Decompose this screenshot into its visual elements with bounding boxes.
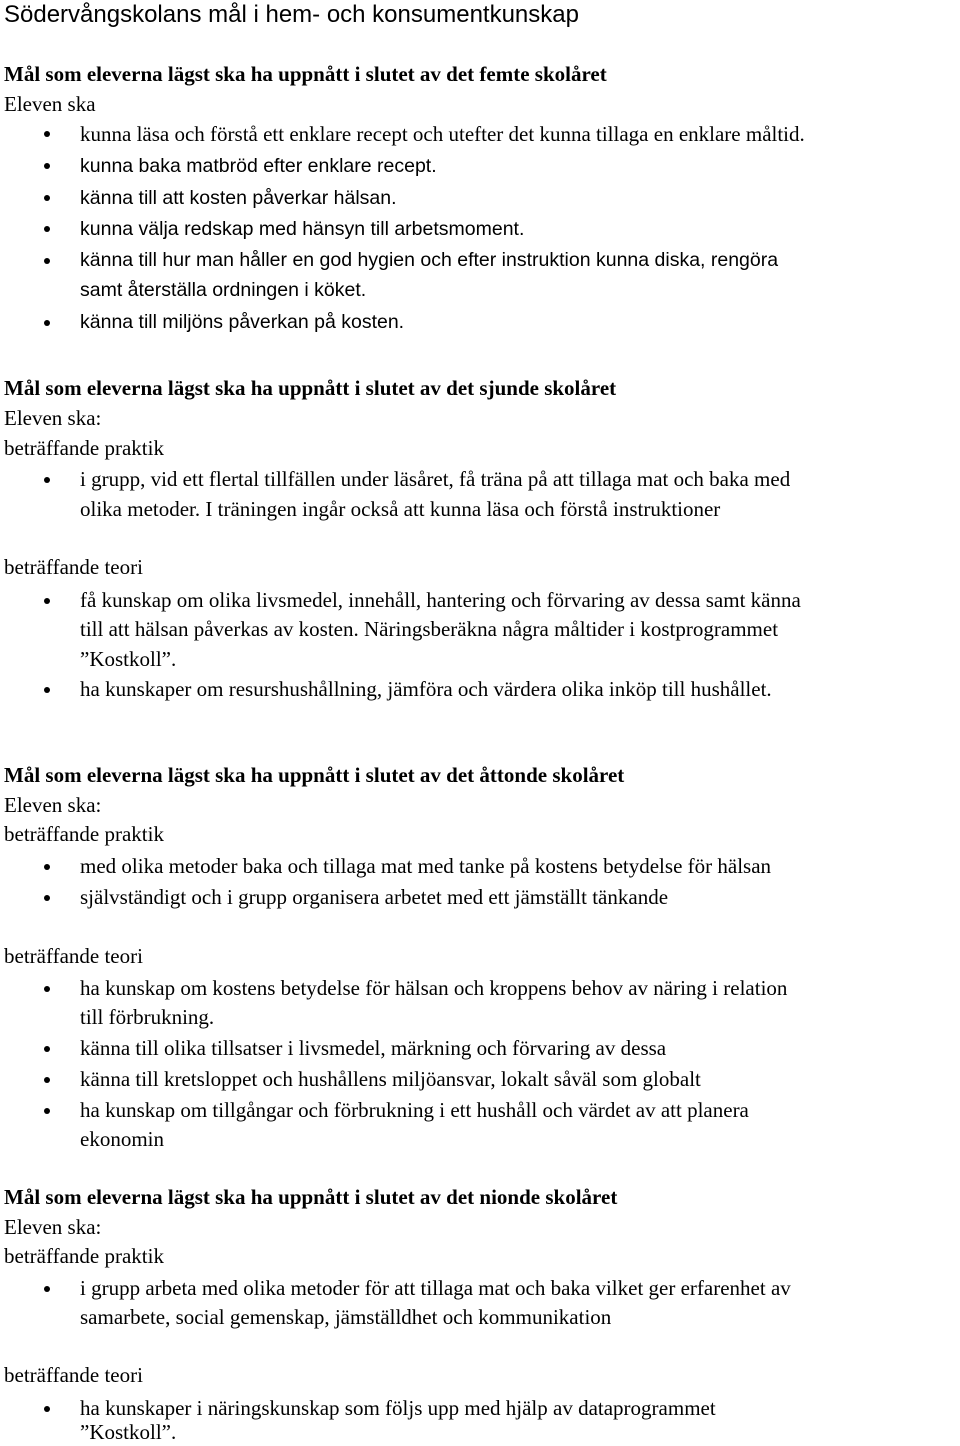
list-item: självständigt och i grupp organisera arbetet med ett jämställt tänkande [80,885,669,909]
bullet-icon [44,195,50,201]
list-item: känna till miljöns påverkan på kosten. [80,311,405,333]
list-item-continuation: ekonomin [80,1127,164,1151]
grade8-practice-label: beträffande praktik [4,822,164,846]
bullet-icon [44,986,50,992]
list-item: med olika metoder baka och tillaga mat med tanke på kostens betydelse för hälsan [80,854,772,878]
bullet-icon [44,320,50,326]
grade9-theory-label: beträffande teori [4,1363,143,1387]
bullet-icon [44,1286,50,1292]
list-item: kunna baka matbröd efter enklare recept. [80,155,437,177]
bullet-icon [44,477,50,483]
list-item-continuation: samt återställa ordningen i köket. [80,279,367,301]
grade9-intro: Eleven ska: [4,1215,102,1239]
grade8-theory-label: beträffande teori [4,944,143,968]
grade9-practice-label: beträffande praktik [4,1244,164,1268]
list-item: känna till olika tillsatser i livsmedel, märkning och förvaring av dessa [80,1036,667,1060]
bullet-icon [44,687,50,693]
list-item: ha kunskaper i näringskunskap som följs upp med hjälp av dataprogrammet [80,1396,716,1420]
list-item: kunna läsa och förstå ett enklare recept och utefter det kunna tillaga en enklare måltid. [80,122,805,146]
grade7-theory-label: beträffande teori [4,555,143,579]
list-item: ha kunskap om tillgångar och förbrukning i ett hushåll och värdet av att planera [80,1098,749,1122]
list-item: känna till att kosten påverkar hälsan. [80,187,397,209]
grade5-heading: Mål som eleverna lägst ska ha uppnått i slutet av det femte skolåret [4,62,607,86]
bullet-icon [44,131,50,137]
list-item: kunna välja redskap med hänsyn till arbetsmoment. [80,218,525,240]
grade5-intro: Eleven ska [4,92,96,116]
list-item-continuation: till förbrukning. [80,1005,215,1029]
bullet-icon [44,1108,50,1114]
list-item: i grupp arbeta med olika metoder för att tillaga mat och baka vilket ger erfarenhet av [80,1276,791,1300]
grade8-intro: Eleven ska: [4,793,102,817]
bullet-icon [44,163,50,169]
grade7-intro: Eleven ska: [4,406,102,430]
grade8-heading: Mål som eleverna lägst ska ha uppnått i slutet av det åttonde skolåret [4,763,625,787]
bullet-icon [44,864,50,870]
list-item-continuation: samarbete, social gemenskap, jämställdhet och kommunikation [80,1305,612,1329]
list-item: i grupp, vid ett flertal tillfällen under läsåret, få träna på att tillaga mat och baka med [80,467,791,491]
bullet-icon [44,1406,50,1412]
list-item-continuation: ”Kostkoll”. [80,647,177,671]
list-item: känna till kretsloppet och hushållens miljöansvar, lokalt såväl som globalt [80,1067,701,1091]
list-item-continuation: till att hälsan påverkas av kosten. Näringsberäkna några måltider i kostprogrammet [80,617,779,641]
list-item: få kunskap om olika livsmedel, innehåll, hantering och förvaring av dessa samt känna [80,588,801,612]
bullet-icon [44,598,50,604]
bullet-icon [44,226,50,232]
document-title: Södervångskolans mål i hem- och konsumentkunskap [4,1,579,28]
grade7-practice-label: beträffande praktik [4,436,164,460]
bullet-icon [44,895,50,901]
list-item: ha kunskaper om resurshushållning, jämföra och värdera olika inköp till hushållet. [80,677,772,701]
list-item-continuation: olika metoder. I träningen ingår också att kunna läsa och förstå instruktioner [80,497,721,521]
bullet-icon [44,258,50,264]
grade9-heading: Mål som eleverna lägst ska ha uppnått i slutet av det nionde skolåret [4,1185,618,1209]
grade7-heading: Mål som eleverna lägst ska ha uppnått i slutet av det sjunde skolåret [4,376,617,400]
bullet-icon [44,1077,50,1083]
list-item-continuation: ”Kostkoll”. [80,1420,177,1444]
list-item: känna till hur man håller en god hygien och efter instruktion kunna diska, rengöra [80,249,779,271]
bullet-icon [44,1046,50,1052]
list-item: ha kunskap om kostens betydelse för hälsan och kroppens behov av näring i relation [80,976,788,1000]
